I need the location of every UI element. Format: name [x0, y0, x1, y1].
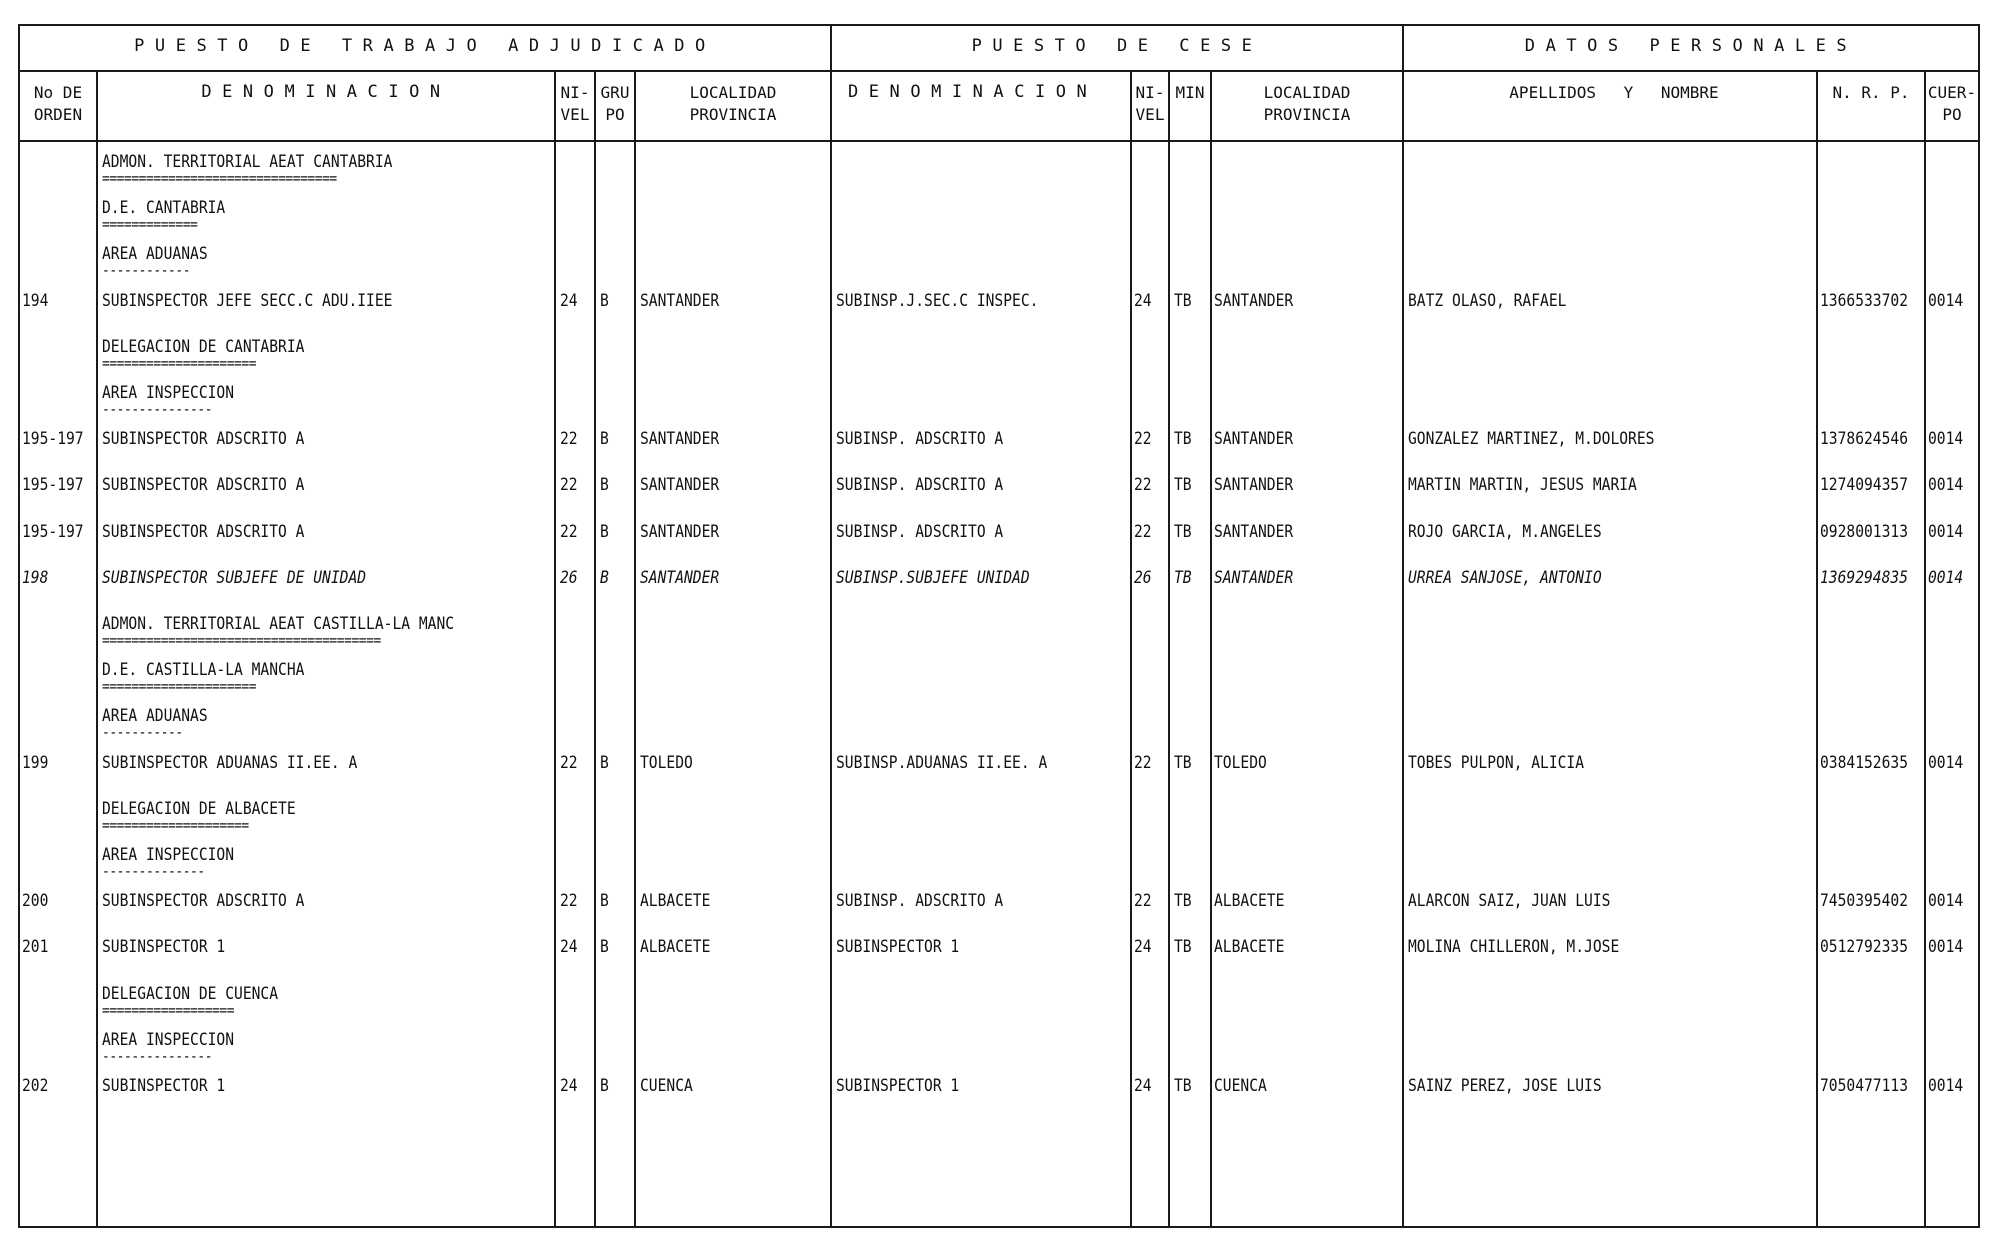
table-cell-orden: 195-197	[22, 429, 84, 450]
section-heading: AREA INSPECCION	[102, 383, 235, 403]
table-cell-denominacion: SUBINSPECTOR ADSCRITO A	[102, 891, 305, 912]
table-cell-nombre: MARTIN MARTIN, JESUS MARIA	[1408, 475, 1637, 496]
section-underline: ------------	[102, 261, 191, 280]
table-cell-nivel: 22	[560, 752, 578, 773]
section-heading: DELEGACION DE ALBACETE	[102, 798, 296, 819]
table-cell-loc-cese: SANTANDER	[1214, 290, 1294, 311]
column-divider	[96, 70, 98, 1226]
table-cell-nombre: MOLINA CHILLERON, M.JOSE	[1408, 937, 1620, 958]
table-cell-cuerpo: 0014	[1928, 891, 1964, 912]
column-divider	[1168, 70, 1170, 1226]
table-cell-nombre: ALARCON SAIZ, JUAN LUIS	[1408, 891, 1611, 912]
table-cell-cuerpo: 0014	[1928, 290, 1964, 311]
table-cell-nombre: BATZ OLASO, RAFAEL	[1408, 290, 1567, 311]
col-header-nombre: APELLIDOS Y NOMBRE	[1509, 83, 1719, 102]
table-cell-grupo: B	[600, 891, 609, 912]
table-cell-nivel-cese: 22	[1134, 891, 1152, 912]
group-header-personales: DATOS PERSONALES	[1524, 36, 1858, 56]
column-divider	[1924, 70, 1926, 1226]
table-cell-cuerpo: 0014	[1928, 475, 1964, 496]
column-divider	[830, 24, 832, 1228]
table-cell-localidad: SANTANDER	[640, 475, 720, 496]
table-cell-localidad: SANTANDER	[640, 429, 720, 450]
table-cell-loc-cese: SANTANDER	[1214, 429, 1294, 450]
table-cell-loc-cese: CUENCA	[1214, 1076, 1267, 1096]
table-cell-grupo: B	[600, 429, 609, 450]
table-cell-nivel: 22	[560, 521, 578, 542]
table-cell-loc-cese: ALBACETE	[1214, 891, 1285, 912]
table-cell-denominacion: SUBINSPECTOR ADSCRITO A	[102, 521, 305, 542]
table-cell-nrp: 1366533702	[1820, 290, 1909, 311]
table-cell-min: TB	[1174, 567, 1192, 588]
section-underline: ==================	[102, 1000, 235, 1019]
table-cell-nrp: 1378624546	[1820, 429, 1909, 450]
column-divider	[1210, 70, 1212, 1226]
table-cell-orden: 198	[22, 567, 49, 588]
table-cell-loc-cese: SANTANDER	[1214, 567, 1294, 588]
table-cell-cuerpo: 0014	[1928, 1076, 1964, 1096]
column-divider	[594, 70, 596, 1226]
table-cell-loc-cese: SANTANDER	[1214, 521, 1294, 542]
section-heading: D.E. CANTABRIA	[102, 198, 226, 219]
table-cell-nivel: 24	[560, 290, 578, 311]
col-header-nivel: NI- VEL	[560, 83, 590, 124]
table-cell-den-cese: SUBINSP.ADUANAS II.EE. A	[836, 752, 1048, 773]
section-heading: AREA ADUANAS	[102, 244, 208, 265]
section-underline: ======================================	[102, 631, 381, 649]
table-cell-nrp: 0512792335	[1820, 937, 1909, 958]
table-cell-orden: 194	[22, 290, 49, 311]
col-header-denominacion-cese: DENOMINACION	[848, 82, 1098, 102]
table-cell-min: TB	[1174, 521, 1192, 542]
section-underline: =============	[102, 215, 198, 234]
table-cell-nivel-cese: 22	[1134, 752, 1152, 773]
table-cell-grupo: B	[600, 475, 609, 496]
table-cell-den-cese: SUBINSPECTOR 1	[836, 1076, 960, 1096]
table-cell-den-cese: SUBINSPECTOR 1	[836, 937, 960, 958]
table-cell-den-cese: SUBINSP. ADSCRITO A	[836, 429, 1004, 450]
table-cell-nivel-cese: 24	[1134, 1076, 1152, 1096]
column-divider	[1978, 24, 1980, 1228]
col-header-nivel-cese: NI- VEL	[1135, 83, 1165, 124]
table-cell-nivel-cese: 22	[1134, 475, 1152, 496]
table-cell-cuerpo: 0014	[1928, 937, 1964, 958]
col-header-grupo: GRU PO	[600, 83, 630, 124]
section-heading: DELEGACION DE CUENCA	[102, 983, 279, 1004]
group-header-adjudicado: PUESTO DE TRABAJO ADJUDICADO	[134, 36, 716, 56]
table-cell-den-cese: SUBINSP. ADSCRITO A	[836, 475, 1004, 496]
table-cell-min: TB	[1174, 290, 1192, 311]
col-header-denominacion: DENOMINACION	[201, 82, 451, 102]
table-cell-nrp: 1369294835	[1820, 567, 1909, 588]
table-cell-denominacion: SUBINSPECTOR ADSCRITO A	[102, 429, 305, 450]
col-header-localidad: LOCALIDAD PROVINCIA	[689, 83, 777, 124]
table-cell-nivel: 22	[560, 475, 578, 496]
section-heading: ADMON. TERRITORIAL AEAT CANTABRIA	[102, 152, 393, 172]
table-cell-orden: 200	[22, 891, 49, 912]
table-cell-nivel-cese: 26	[1134, 567, 1152, 588]
table-cell-den-cese: SUBINSP. ADSCRITO A	[836, 521, 1004, 542]
col-header-min: MIN	[1175, 83, 1205, 102]
table-cell-denominacion: SUBINSPECTOR 1	[102, 937, 226, 958]
table-cell-grupo: B	[600, 1076, 609, 1096]
table-cell-nivel-cese: 22	[1134, 521, 1152, 542]
table-cell-min: TB	[1174, 891, 1192, 912]
table-cell-denominacion: SUBINSPECTOR SUBJEFE DE UNIDAD	[102, 567, 367, 588]
table-cell-localidad: SANTANDER	[640, 567, 720, 588]
table-cell-min: TB	[1174, 1076, 1192, 1096]
table-cell-min: TB	[1174, 475, 1192, 496]
table-cell-orden: 201	[22, 937, 49, 958]
section-underline: =====================	[102, 353, 257, 372]
table-cell-nrp: 1274094357	[1820, 475, 1909, 496]
table-cell-grupo: B	[600, 567, 609, 588]
table-cell-nrp: 7050477113	[1820, 1076, 1909, 1096]
table-cell-denominacion: SUBINSPECTOR JEFE SECC.C ADU.IIEE	[102, 290, 393, 311]
table-cell-cuerpo: 0014	[1928, 429, 1964, 450]
table-cell-denominacion: SUBINSPECTOR ADUANAS II.EE. A	[102, 752, 358, 773]
table-cell-denominacion: SUBINSPECTOR ADSCRITO A	[102, 475, 305, 496]
section-heading: AREA INSPECCION	[102, 845, 235, 865]
column-divider	[634, 70, 636, 1226]
header-mid-rule	[18, 70, 1978, 72]
table-cell-localidad: CUENCA	[640, 1076, 693, 1096]
column-divider	[18, 24, 20, 1228]
table-cell-nombre: ROJO GARCIA, M.ANGELES	[1408, 521, 1602, 542]
table-cell-localidad: ALBACETE	[640, 891, 711, 912]
table-cell-nombre: URREA SANJOSE, ANTONIO	[1408, 567, 1602, 588]
section-underline: --------------	[102, 862, 205, 880]
table-cell-nivel-cese: 22	[1134, 429, 1152, 450]
table-cell-nombre: SAINZ PEREZ, JOSE LUIS	[1408, 1076, 1602, 1096]
section-underline: -----------	[102, 723, 183, 742]
table-cell-localidad: ALBACETE	[640, 937, 711, 958]
column-divider	[1130, 70, 1132, 1226]
table-cell-grupo: B	[600, 290, 609, 311]
section-underline: ---------------	[102, 400, 213, 418]
section-underline: ====================	[102, 815, 249, 834]
table-cell-grupo: B	[600, 752, 609, 773]
group-header-cese: PUESTO DE CESE	[971, 36, 1263, 56]
table-cell-localidad: SANTANDER	[640, 290, 720, 311]
table-cell-nivel: 22	[560, 891, 578, 912]
table-cell-orden: 195-197	[22, 521, 84, 542]
table-cell-den-cese: SUBINSP. ADSCRITO A	[836, 891, 1004, 912]
table-cell-min: TB	[1174, 937, 1192, 958]
table-cell-loc-cese: SANTANDER	[1214, 475, 1294, 496]
section-heading: D.E. CASTILLA-LA MANCHA	[102, 660, 305, 681]
section-underline: ================================	[102, 169, 337, 187]
section-heading: AREA INSPECCION	[102, 1029, 235, 1050]
table-cell-grupo: B	[600, 937, 609, 958]
table-cell-loc-cese: ALBACETE	[1214, 937, 1285, 958]
table-cell-min: TB	[1174, 429, 1192, 450]
table-cell-cuerpo: 0014	[1928, 567, 1964, 588]
table-bottom-rule	[18, 1226, 1978, 1228]
table-cell-cuerpo: 0014	[1928, 752, 1964, 773]
table-cell-loc-cese: TOLEDO	[1214, 752, 1267, 773]
table-cell-nrp: 7450395402	[1820, 891, 1909, 912]
column-divider	[554, 70, 556, 1226]
column-divider	[1816, 70, 1818, 1226]
col-header-cuerpo: CUER- PO	[1927, 83, 1977, 124]
table-cell-nivel: 26	[560, 567, 578, 588]
section-heading: AREA ADUANAS	[102, 706, 208, 727]
section-underline: =====================	[102, 677, 257, 696]
table-cell-orden: 199	[22, 752, 49, 773]
table-cell-nivel: 22	[560, 429, 578, 450]
table-cell-nombre: TOBES PULPON, ALICIA	[1408, 752, 1585, 773]
table-cell-min: TB	[1174, 752, 1192, 773]
table-cell-localidad: TOLEDO	[640, 752, 693, 773]
table-cell-orden: 202	[22, 1076, 49, 1096]
column-divider	[1402, 24, 1404, 1228]
section-heading: ADMON. TERRITORIAL AEAT CASTILLA-LA MANC	[102, 614, 455, 634]
table-cell-nivel-cese: 24	[1134, 290, 1152, 311]
col-header-localidad-cese: LOCALIDAD PROVINCIA	[1263, 83, 1351, 124]
header-bottom-rule	[18, 140, 1978, 142]
section-underline: ---------------	[102, 1046, 213, 1065]
section-heading: DELEGACION DE CANTABRIA	[102, 336, 305, 357]
table-cell-nivel-cese: 24	[1134, 937, 1152, 958]
table-cell-nrp: 0928001313	[1820, 521, 1909, 542]
table-cell-localidad: SANTANDER	[640, 521, 720, 542]
col-header-nrp: N. R. P.	[1832, 83, 1910, 102]
table-cell-nombre: GONZALEZ MARTINEZ, M.DOLORES	[1408, 429, 1655, 450]
table-cell-grupo: B	[600, 521, 609, 542]
table-cell-orden: 195-197	[22, 475, 84, 496]
table-cell-nivel: 24	[560, 937, 578, 958]
table-cell-den-cese: SUBINSP.SUBJEFE UNIDAD	[836, 567, 1030, 588]
table-top-rule	[18, 24, 1978, 26]
table-cell-nrp: 0384152635	[1820, 752, 1909, 773]
col-header-orden: No DE ORDEN	[33, 83, 83, 124]
table-cell-cuerpo: 0014	[1928, 521, 1964, 542]
table-cell-den-cese: SUBINSP.J.SEC.C INSPEC.	[836, 290, 1039, 311]
table-cell-nivel: 24	[560, 1076, 578, 1096]
table-cell-denominacion: SUBINSPECTOR 1	[102, 1076, 226, 1096]
